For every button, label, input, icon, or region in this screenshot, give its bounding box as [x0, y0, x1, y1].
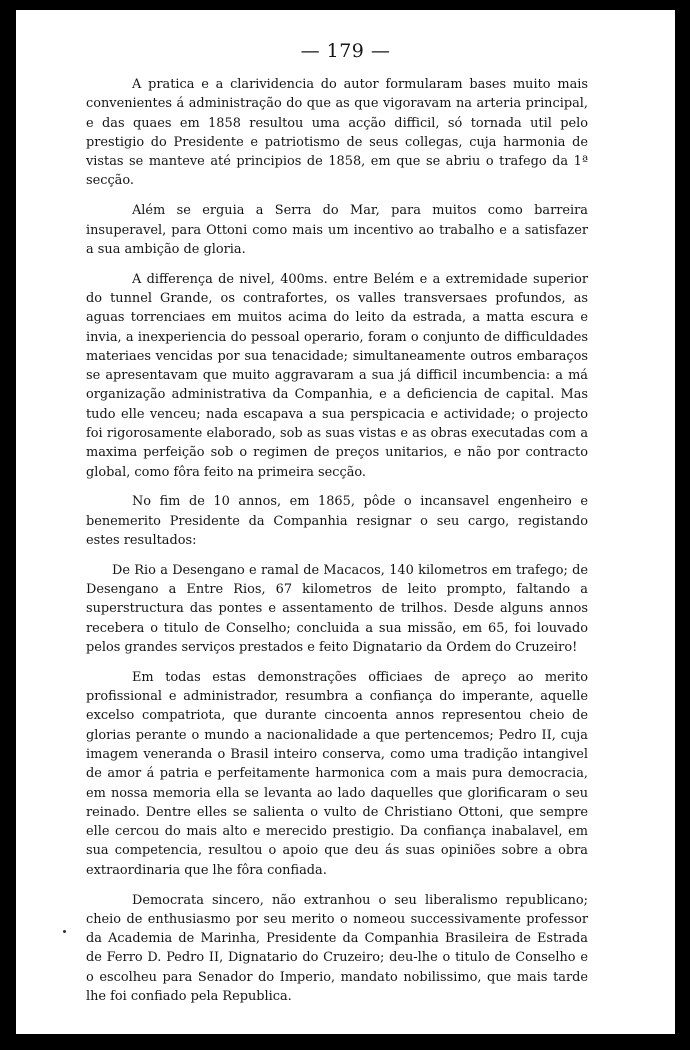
paragraph-2: Além se erguia a Serra do Mar, para muitos como barreira insuperavel, para Ottoni como mais um incentivo ao trabalho e a satisfazer a sua ambição de gloria.	[86, 203, 588, 257]
body-text	[86, 75, 588, 1017]
book-page	[16, 10, 675, 1034]
paragraph-6: Em todas estas demonstrações officiaes de apreço ao merito profissional e administrador, resumbra a confiança do imperante, aquelle excelso compatriota, que durante cincoenta annos representou cheio de glorias perante o mundo a nacionalidade a que pertencemos; Pedro II, cuja imagem veneranda o Brasil inteiro conserva, como uma tradição intangivel de amor á patria e perfeitamente harmonica com a mais pura democracia, em nossa memoria ella se levanta ao lado daquelles que glorificaram o seu reinado. Dentre elles se salienta o vulto de Christiano Ottoni, que sempre elle cercou do mais alto e merecido prestigio. Da confiança inabalavel, em sua competencia, resultou o apoio que deu ás suas opiniões sobre a obra extraordinaria que lhe fôra confiada.	[86, 669, 588, 878]
paragraph-3: A differença de nivel, 400ms. entre Belém e a extremidade superior do tunnel Grande, os contrafortes, os valles transversaes profundos, as aguas torrenciaes em muitos acima do leito da estrada, a matta escura e invia, a inexperiencia do pessoal operario, foram o conjunto de difficuldades materiaes vencidas por sua tenacidade; simultaneamente outros embaraços se apresentavam que muito aggravaram a sua já difficil incumbencia: a má organização administrativa da Companhia, e a deficiencia de capital. Mas tudo elle venceu; nada escapava a sua perspicacia e actividade; o projecto foi rigorosamente elaborado, sob as suas vistas e as obras executadas com a maxima perfeição sob o regimen de preços unitarios, e não por contracto global, como fôra feito na primeira secção.	[86, 271, 588, 480]
paragraph-4: No fim de 10 annos, em 1865, pôde o incansavel engenheiro e benemerito Presidente da Companhia resignar o seu cargo, registando estes resultados:	[86, 494, 588, 549]
paragraph-7: Democrata sincero, não extranhou o seu liberalismo republicano; cheio de enthusiasmo por seu merito o nomeou successivamente professor da Academia de Marinha, Presidente da Companhia Brasileira de Estrada de Ferro D. Pedro II, Dignatario do Cruzeiro; deu-lhe o titulo de Conselho e o escolheu para Senador do Imperio, mandato nobilissimo, que mais tarde lhe foi confiado pela Republica.	[86, 892, 588, 1005]
paragraph-1: A pratica e a clarividencia do autor formularam bases muito mais convenientes á administração do que as que vigoravam na arteria principal, e das quaes em 1858 resultou uma acção difficil, só tornada util pelo prestigio do Presidente e patriotismo de seus collegas, cuja harmonia de vistas se manteve até principios de 1858, em que se abriu o trafego da 1ª secção.	[86, 77, 588, 189]
page-number: — 179 —	[300, 40, 391, 62]
paragraph-5-results-quote: De Rio a Desengano e ramal de Macacos, 140 kilometros em trafego; de Desengano a Entre Rios, 67 kilometros de leito prompto, faltando a superstructura das pontes e assentamento de trilhos. Desde alguns annos recebera o titulo de Conselho; concluida a sua missão, em 65, foi louvado pelos grandes serviços prestados e feito Dignatario da Ordem do Cruzeiro!	[86, 562, 588, 656]
margin-dot-mark	[63, 930, 66, 933]
